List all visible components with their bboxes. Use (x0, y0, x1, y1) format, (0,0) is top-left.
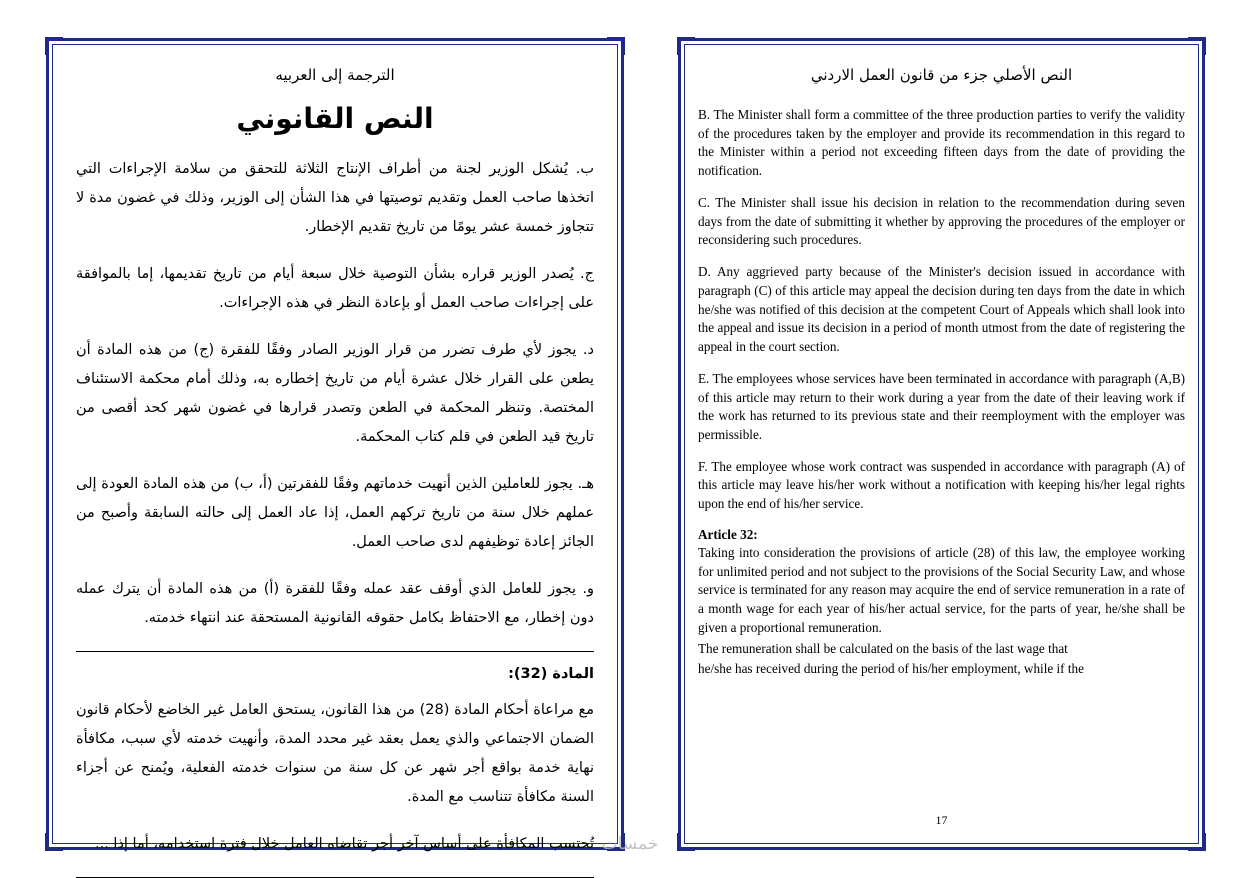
arabic-paragraph-c: ج. يُصدر الوزير قراره بشأن التوصية خلال سبعة أيام من تاريخ تقديمها، إما بالموافقة على إجراءات صاحب العمل أو بإعادة النظر في هذه الإجراءات. (76, 266, 594, 311)
corner-ornament-top-left (45, 37, 63, 55)
corner-ornament-bottom-left (45, 833, 63, 851)
corner-ornament-bottom-right (1188, 833, 1206, 851)
arabic-paragraph-e: هـ. يجوز للعاملين الذين أنهيت خدماتهم وفقًا للفقرتين (أ، ب) من هذه المادة العودة إلى عملهم خلال سنة من تاريخ تركهم العمل، إذا عاد العمل إلى حالته السابقة وأصبح من الجائز إعادة توظيفهم لدى صاحب العمل. (76, 476, 594, 550)
corner-ornament-top-left (677, 37, 695, 55)
arabic-article-paragraph-1: مع مراعاة أحكام المادة (28) من هذا القانون، يستحق العامل غير الخاضع لأحكام قانون الضمان الاجتماعي والذي يعمل بعقد غير محدد المدة، وأنهيت خدمته لأي سبب، مكافأة نهاية خدمة بواقع أجر شهر عن كل سنة من سنوات خدمته الفعلية، ويُمنح عن أجزاء السنة مكافأة تتناسب مع المدة. (76, 702, 594, 805)
corner-ornament-top-right (607, 37, 625, 55)
english-article-title: Article 32: (698, 526, 758, 542)
english-paragraph-e: E. The employees whose services have been terminated in accordance with paragraph (A,B) of this article may return to their work during a year from the date of their leaving work if the work has returned to its previous state and their reemployment with the employer was permissible. (698, 370, 1185, 443)
arabic-paragraph-d: د. يجوز لأي طرف تضرر من قرار الوزير الصادر وفقًا للفقرة (ج) من هذه المادة أن يطعن على القرار خلال عشرة أيام من تاريخ إخطاره به، وذلك أمام محكمة الاستئناف المختصة. وتنظر المحكمة في الطعن وتصدر قرارها في غضون شهر كحد أقصى من تاريخ قيد الطعن في قلم كتاب المحكمة. (76, 342, 594, 445)
english-page-header: النص الأصلي جزء من قانون العمل الاردني (810, 66, 1073, 84)
page-content-english (694, 54, 1189, 834)
arabic-article-paragraph-2: تُحتسب المكافأة على أساس آخر أجر تقاضاه العامل خلال فترة استخدامه، أما إذا ... (95, 836, 594, 852)
corner-ornament-top-right (1188, 37, 1206, 55)
watermark-logo: خمسات (601, 834, 659, 854)
english-paragraph-b: B. The Minister shall form a committee of the three production parties to verify the validity of the procedures taken by the employer and provide its recommendation in this regard to the Minister within a period not exceeding fifteen days from the date of providing the notification. (698, 107, 1185, 179)
arabic-paragraph-f: و. يجوز للعامل الذي أوقف عقد عمله وفقًا للفقرة (أ) من هذه المادة أن يترك عمله دون إخطار، مع الاحتفاظ بكامل حقوقه القانونية المستحقة عند انتهاء خدمته. (76, 581, 594, 626)
english-article-paragraph-3: he/she has received during the period of his/her employment, while if the (698, 661, 1084, 677)
arabic-page-header: الترجمة إلى العربيه (275, 66, 395, 84)
english-paragraph-f: F. The employee whose work contract was suspended in accordance with paragraph (A) of this article may leave his/her work without a notification with keeping his/her legal rights upon the end of his/her service. (698, 458, 1185, 512)
arabic-paragraph-b: ب. يُشكل الوزير لجنة من أطراف الإنتاج الثلاثة للتحقق من سلامة الإجراءات التي اتخذها صاحب العمل وتقديم توصيتها في هذا الشأن إلى الوزير، وذلك في غضون مدة لا تتجاوز خمسة عشر يومًا من تاريخ تقديم الإخطار. (76, 161, 594, 235)
english-article-paragraph-1: Taking into consideration the provisions of article (28) of this law, the employee working for unlimited period and not subject to the provisions of the Social Security Law, and whose service is terminated for any reason may acquire the end of service remuneration in a rate of a month wage for each year of his/her actual service, for the parts of year, he/she shall be given a proportional remuneration. (698, 544, 1185, 635)
english-article-paragraph-2: The remuneration shall be calculated on the basis of the last wage that (698, 640, 1068, 656)
arabic-article-heading: المادة (32): (508, 666, 594, 682)
english-paragraph-c: C. The Minister shall issue his decision in relation to the recommendation during seven days from the date of submitting it whether by approving the procedures of the employer or reconsidering such procedures. (698, 194, 1185, 248)
page-number: 17 (935, 813, 948, 827)
divider-above-article (76, 651, 594, 652)
arabic-page-title: النص القانوني (236, 102, 434, 135)
page-content-arabic (62, 54, 608, 852)
page-english-original (678, 38, 1205, 850)
english-paragraph-d: D. Any aggrieved party because of the Minister's decision issued in accordance with paragraph (C) of this article may appeal the decision during ten days from the date in which he/she was notified of this decision at the competent Court of Appeals which shall look into the appeal and issue its decision in a period of month utmost from the date of registering the appeal in the court section. (698, 264, 1185, 355)
page-arabic-translation (46, 38, 624, 850)
